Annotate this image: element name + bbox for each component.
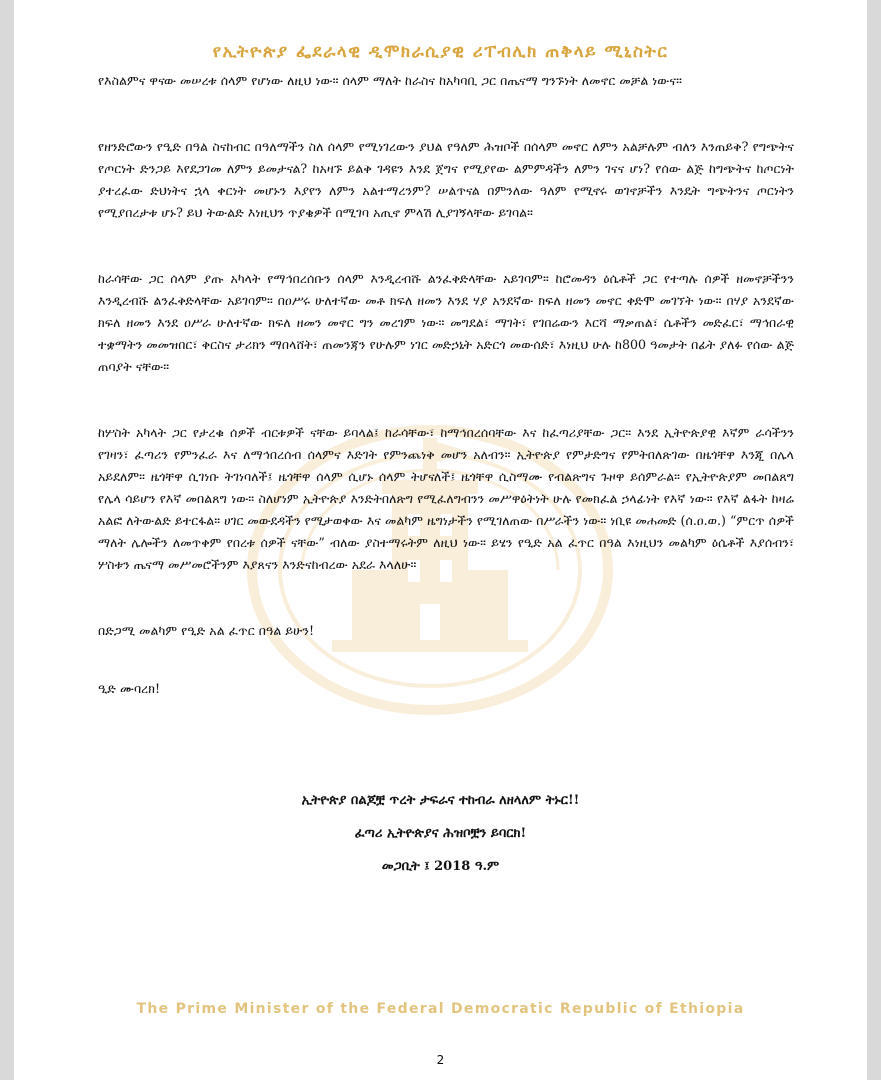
paragraph-6: ዒድ ሙባረክ! — [98, 681, 161, 696]
paragraph-3: ከራሳቸው ጋር ሰላም ያጡ አካላት የማኅበረሰቡን ሰላም እንዲረብሹ ልንፈቅድላቸው አይገባም። ከሮመዳን ዕሴቶች ጋር የተጣሉ ሰዎች ዘመኖቻችንን እንዲረብሹ ልንፈቅድላቸው አይገባም። በዐሥሩ ሁለተኛው መቶ ክፍለ ዘመን እንደ ሃያ አንደኛው ክፍለ ዘመን መኖር ቀድሞ መገኘት ነው። በሃያ አንደኛው ክፍለ ዘመን እንደ ዐሥራ ሁለተኛው ክፍለ ዘመን መኖር ግን መረገም ነው። መግደል፣ ማገት፣ የገበሬውን እርሻ ማቃጠል፣ ሴቶችን መድፈር፣ ማኅበራዊ ተቋማትን መመዝበር፣ ቅርስና ታሪክን ማበላሸት፣ ጠመንጃን የሁሉም ነገር መድኃኒት አድርጎ መውሰድ፣ እነዚህ ሁሉ ከ800 ዓመታት በፊት ያለፉ የሰው ልጅ ጠባያት ናቸው። — [98, 271, 794, 374]
closing-line-2: ፈጣሪ ኢትዮጵያና ሕዝቦቿን ይባርክ! — [354, 826, 527, 841]
paragraph-2: የዘንድሮውን የዒድ በዓል ስናከብር በዓለማችን ስለ ሰላም የሚነገረውን ያህል የዓለም ሕዝቦች በሰላም መኖር ለምን አልቻሉም ብለን እንጠይቅ? የግጭትና የጦርነት ድንጋይ እየደጋገመ ለምን ይመታናል? ከአዛኙ ይልቅ ገዳዩን እንደ ጀግና የሚያየው ልምምዳችን ለምን ገናና ሆነ? የሰው ልጅ ከግጭትና ከጦርነት ያተረፈው ድህነትና ኋላ ቀርነት መሆኑን እያየን ለምን አልተማረንም? ሠልጥናል በምንለው ዓለም የሚኖሩ ወገኖቻችን እንዴት ግጭትንና ጦርነትን የሚያበረታቱ ሆኑ? ይህ ትውልድ እነዚህን ጥያቄዎች በሚገባ አጢኖ ምላሽ ሊያገኝላቸው ይገባል። — [98, 139, 794, 220]
paragraph-4: ከሦስት አካላት ጋር የታረቁ ሰዎች ብርቱዎች ናቸው ይባላል፤ ከራሳቸው፣ ከማኅበረሰባቸው እና ከፈጣሪያቸው ጋር። እንደ ኢትዮጵያዊ እኛም ራሳችንን የገዛን፣ ፈጣሪን የምንፈራ እና ለማኅበረሰብ ሰላምና እድገት የምንጨነቅ መሆን አለብን። ኢትዮጵያ የምታድግና የምትበለጽገው በዜጎቸዋ እንጂ በሌላ አይደለም። ዜጎቸዋ ሲገነቡ ትገነባለች፤ ዜጎቸዋ ሰላም ሲሆኑ ሰላም ትሆናለች፤ ዜጎቸዋ ሲስማሙ የብልጽግና ጉዞዋ ይሰምራል። የኢትዮጵያም መበልጸግ የሌላ ሳይሆን የእኛ መበልጸግ ነው። ስለሆነም ኢትዮጵያ እንድትበለጽግ የሚፈለግብንን መሥዋዕትነት ሁሉ የመክፈል ኃላፊነት የእኛ ነው። የእኛ ልፋት ከዛሬ አልፎ ለትውልድ ይተርፋል። ሀገር መውደዳችን የሚታወቀው እና መልካም ዜግነታችን የሚገለጠው በሥራችን ነው። ነቢዩ መሐመድ (ሰ.ዐ.ወ.) “ምርጥ ሰዎች ማለት ሌሎችን ለመጥቀም የበረቱ ሰዎች ናቸው” ብለው ያስተማሩትም ለዚህ ነው። ይሄን የዒድ አል ፈጥር በዓል እነዚህን መልካም ዕሴቶች እያሰብን፣ ሦስቱን ጤናማ መሥመሮችንም እያጸናን እንድናከብረው አደራ እላለሁ። — [98, 425, 794, 572]
letterhead-footer: The Prime Minister of the Federal Democratic Republic of Ethiopia — [136, 1001, 745, 1017]
closing-block — [14, 784, 867, 883]
letterhead-title: የኢትዮጵያ ፌደራላዊ ዲሞክራሲያዊ ሪፐብሊክ ጠቅላይ ሚኒስትር — [212, 42, 669, 62]
closing-line-1: ኢትዮጵያ በልጆቿ ጥረት ታፍራና ተከብራ ለዘላለም ትኑር!! — [301, 793, 580, 808]
page-number: 2 — [436, 1053, 445, 1067]
document-page — [14, 0, 867, 1080]
closing-date: መጋቢት ፤ 2018 ዓ.ም — [381, 859, 500, 874]
paragraph-1: የእስልምና ዋናው መሠረቱ ሰላም የሆነው ለዚህ ነው። ሰላም ማለት ከራስና ከአካባቢ ጋር በጤናማ ግንኙነት ለመኖር መቻል ነውና። — [98, 73, 682, 88]
letter-body — [98, 70, 794, 700]
paragraph-5: በድጋሚ መልካም የዒድ አል ፈጥር በዓል ይሁን! — [98, 623, 315, 638]
